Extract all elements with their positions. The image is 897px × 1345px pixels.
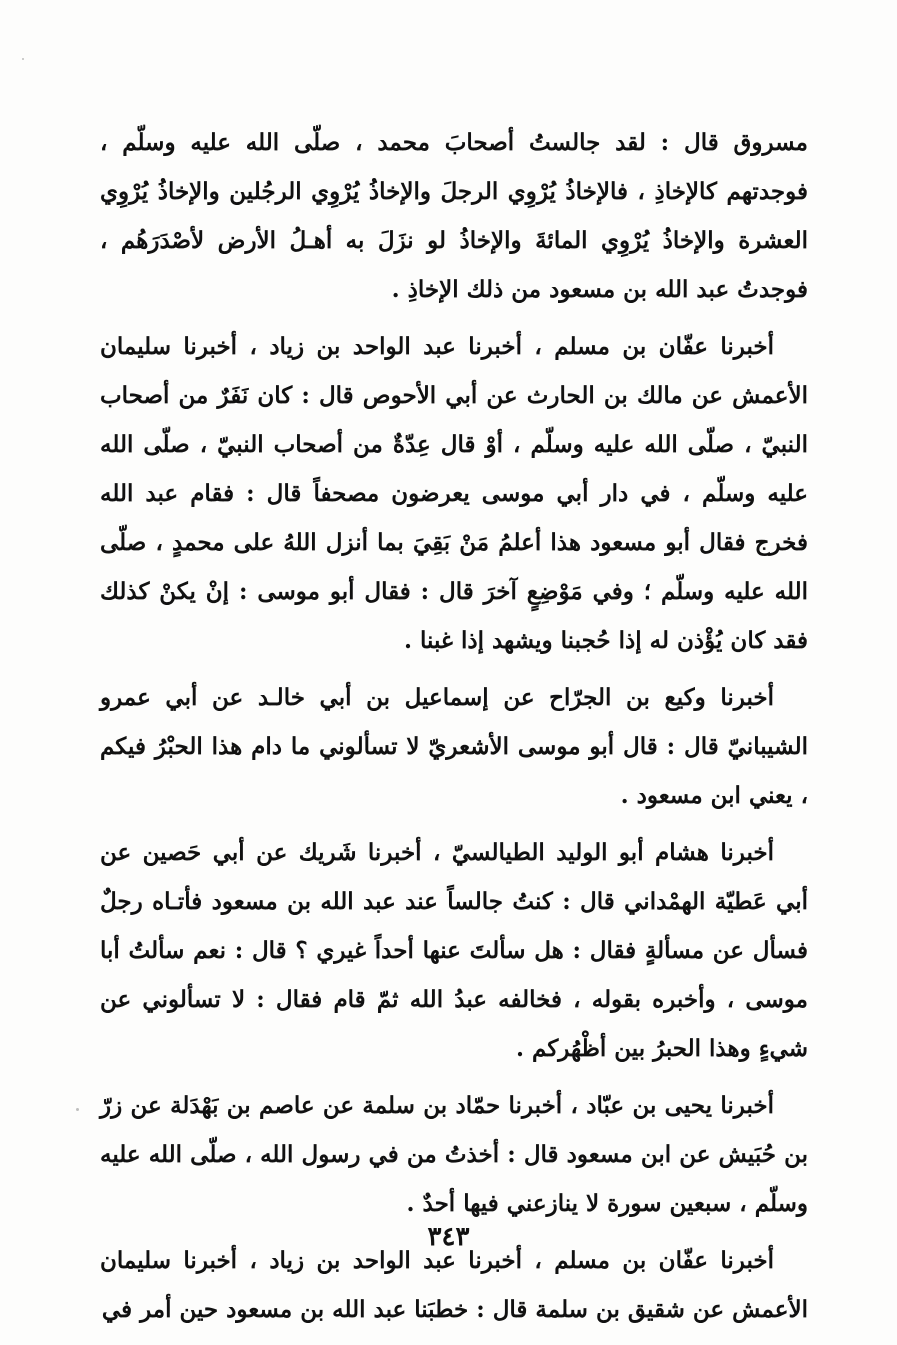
paragraph-6: أخبرنا عفّان بن مسلم ، أخبرنا عبد الواحد بن زياد ، أخبرنا سليمان الأعمش عن شقيق بن سلمة قال : خطبَنا عبد الله بن مسعود حين أمر في — [100, 1247, 808, 1323]
paragraph-2: أخبرنا عفّان بن مسلم ، أخبرنا عبد الواحد بن زياد ، أخبرنا سليمان الأعمش عن مالك بن الحارث عن أبي الأحوص قال : كان نَفَرٌ من أصحاب النبيّ ، صلّى الله عليه وسلّم ، أوْ قال عِدّةٌ من أصحاب النبيّ ، صلّى الله عليه وسلّم ، في دار أبي موسى يعرضون مصحفاً قال : فقام عبد الله فخرج فقال أبو مسعود هذا أعلمُ مَنْ بَقِيَ بما أنزل اللهُ على محمدٍ ، صلّى الله عليه وسلّم ؛ وفي مَوْضِعٍ آخرَ قال : فقال أبو موسى : إنْ يكنْ كذلك فقد كان يُؤْذن له إذا حُجبنا ويشهد إذا غبنا . — [100, 333, 808, 654]
paragraph-5: أخبرنا يحيى بن عبّاد ، أخبرنا حمّاد بن سلمة عن عاصم بن بَهْدَلة عن زرّ بن حُبَيش عن ابن مسعود قال : أخذتُ من في رسول الله ، صلّى الله عليه وسلّم ، سبعين سورة لا ينازعني فيها أحدٌ . — [100, 1092, 808, 1217]
paragraph-3: أخبرنا وكيع بن الجرّاح عن إسماعيل بن أبي خالـد عن أبي عمرو الشيبانيّ قال : قال أبو موسى الأشعريّ لا تسألوني ما دام هذا الحبْرُ فيكم ، يعني ابن مسعود . — [100, 684, 808, 809]
paragraph-1: مسروق قال : لقد جالستُ أصحابَ محمد ، صلّى الله عليه وسلّم ، فوجدتهم كالإخاذِ ، فالإخاذُ يُرْوِي الرجلَ والإخاذُ يُرْوِي الرجُلين والإخاذُ يُرْوِي العشرة والإخاذُ يُرْوِي المائةَ والإخاذُ لو نزَلَ به أهـلُ الأرض لأصْدَرَهُم ، فوجدتُ عبد الله بن مسعود من ذلك الإخاذِ . — [100, 129, 808, 303]
scan-speck — [22, 58, 24, 60]
paragraph-4: أخبرنا هشام أبو الوليد الطيالسيّ ، أخبرنا شَريك عن أبي حَصين عن أبي عَطيّة الهمْداني قال : كنتُ جالساً عند عبد الله بن مسعود فأتـاه رجلٌ فسأل عن مسألةٍ فقال : هل سألتَ عنها أحداً غيري ؟ قال : نعم سألتُ أبا موسى ، وأخبره بقوله ، فخالفه عبدُ الله ثمّ قام فقال : لا تسألوني عن شيءٍ وهذا الحبرُ بين أظْهُركم . — [100, 839, 808, 1062]
scan-speck — [76, 1108, 79, 1111]
page-number: ٣٤٣ — [427, 1222, 470, 1252]
page-body — [100, 118, 808, 1342]
